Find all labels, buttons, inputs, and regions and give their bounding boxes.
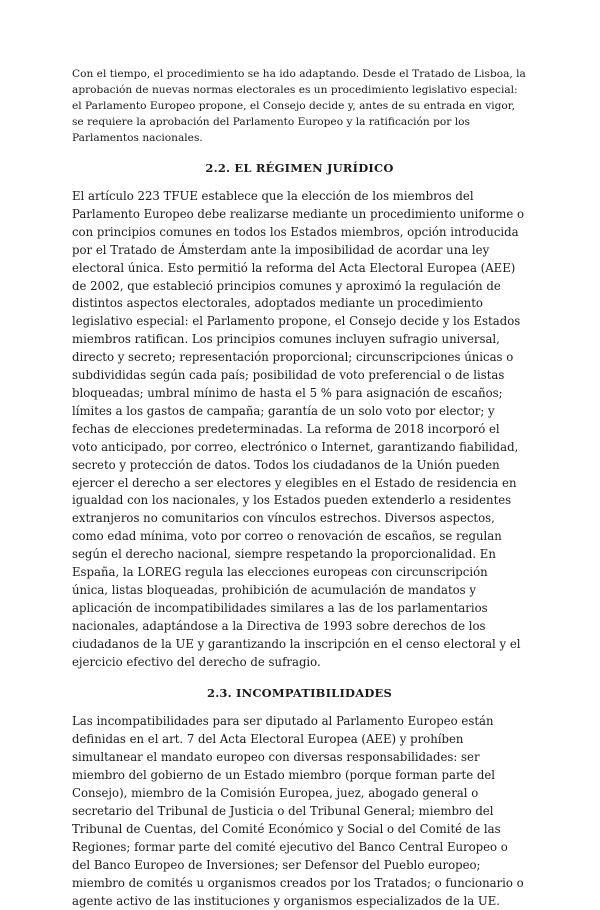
section-paragraph-incompatibilidades: Las incompatibilidades para ser diputado al Parlamento Europeo están definidas en el art. 7 del Acta Electoral Europea (AEE) y prohíben simultanear el mandato europeo con diversas responsabilidades: ser miembro del gobierno de un Estado miembro (porque forman parte del Consejo), miembro de la Comisión Europea, juez, abogado general o secretario del Tribunal de Justicia o del Tribunal General; miembro del Tribunal de Cuentas, del Comité Económico y Social o del Comité de las Regiones; formar parte del comité ejecutivo del Banco Central Europeo o del Banco Europeo de Inversiones; ser Defensor del Pueblo europeo; miembro de comités u organismos creados por los Tratados; o funcionario o agente activo de las instituciones y organismos especializados de la UE.	[72, 714, 524, 908]
section-heading-incompatibilidades: 2.3. INCOMPATIBILIDADES	[207, 686, 392, 701]
document-page	[72, 66, 527, 910]
section-heading-regimen-juridico: 2.2. EL RÉGIMEN JURÍDICO	[205, 161, 394, 175]
section-paragraph-regimen-juridico: El artículo 223 TFUE establece que la elección de los miembros del Parlamento Europeo debe realizarse mediante un procedimiento uniforme o con principios comunes en todos los Estados miembros, opción introducida por el Tratado de Ámsterdam ante la imposibilidad de acordar una ley electoral única. Esto permitió la reforma del Acta Electoral Europea (AEE) de 2002, que estableció principios comunes y aproximó la regulación de distintos aspectos electorales, adoptados mediante un procedimiento legislativo especial: el Parlamento propone, el Consejo decide y los Estados miembros ratifican. Los principios comunes incluyen sufragio universal, directo y secreto; representación proporcional; circunscripciones únicas o subdivididas según cada país; posibilidad de voto preferencial o de listas bloqueadas; umbral mínimo de hasta el 5 % para asignación de escaños; límites a los gastos de campaña; garantía de un solo voto por elector; y fechas de elecciones predeterminadas. La reforma de 2018 incorporó el voto anticipado, por correo, electrónico o Internet, garantizando fiabilidad, secreto y protección de datos. Todos los ciudadanos de la Unión pueden ejercer el derecho a ser electores y elegibles en el Estado de residencia en igualdad con los nacionales, y los Estados pueden extenderlo a residentes extranjeros no comunitarios con vínculos estrechos. Diversos aspectos, como edad mínima, voto por correo o renovación de escaños, se regulan según el derecho nacional, siempre respetando la proporcionalidad. En España, la LOREG regula las elecciones europeas con circunscripción única, listas bloqueadas, prohibición de acumulación de mandatos y aplicación de incompatibilidades similares a las de los parlamentarios nacionales, adaptándose a la Directiva de 1993 sobre derechos de los ciudadanos de la UE y garantizando la inscripción en el censo electoral y el ejercicio efectivo del derecho de sufragio.	[72, 189, 525, 669]
intro-paragraph: Con el tiempo, el procedimiento se ha ido adaptando. Desde el Tratado de Lisboa, la aprobación de nuevas normas electorales es un procedimiento legislativo especial: el Parlamento Europeo propone, el Consejo decide y, antes de su entrada en vigor, se requiere la aprobación del Parlamento Europeo y la ratificación por los Parlamentos nacionales.	[72, 68, 526, 144]
